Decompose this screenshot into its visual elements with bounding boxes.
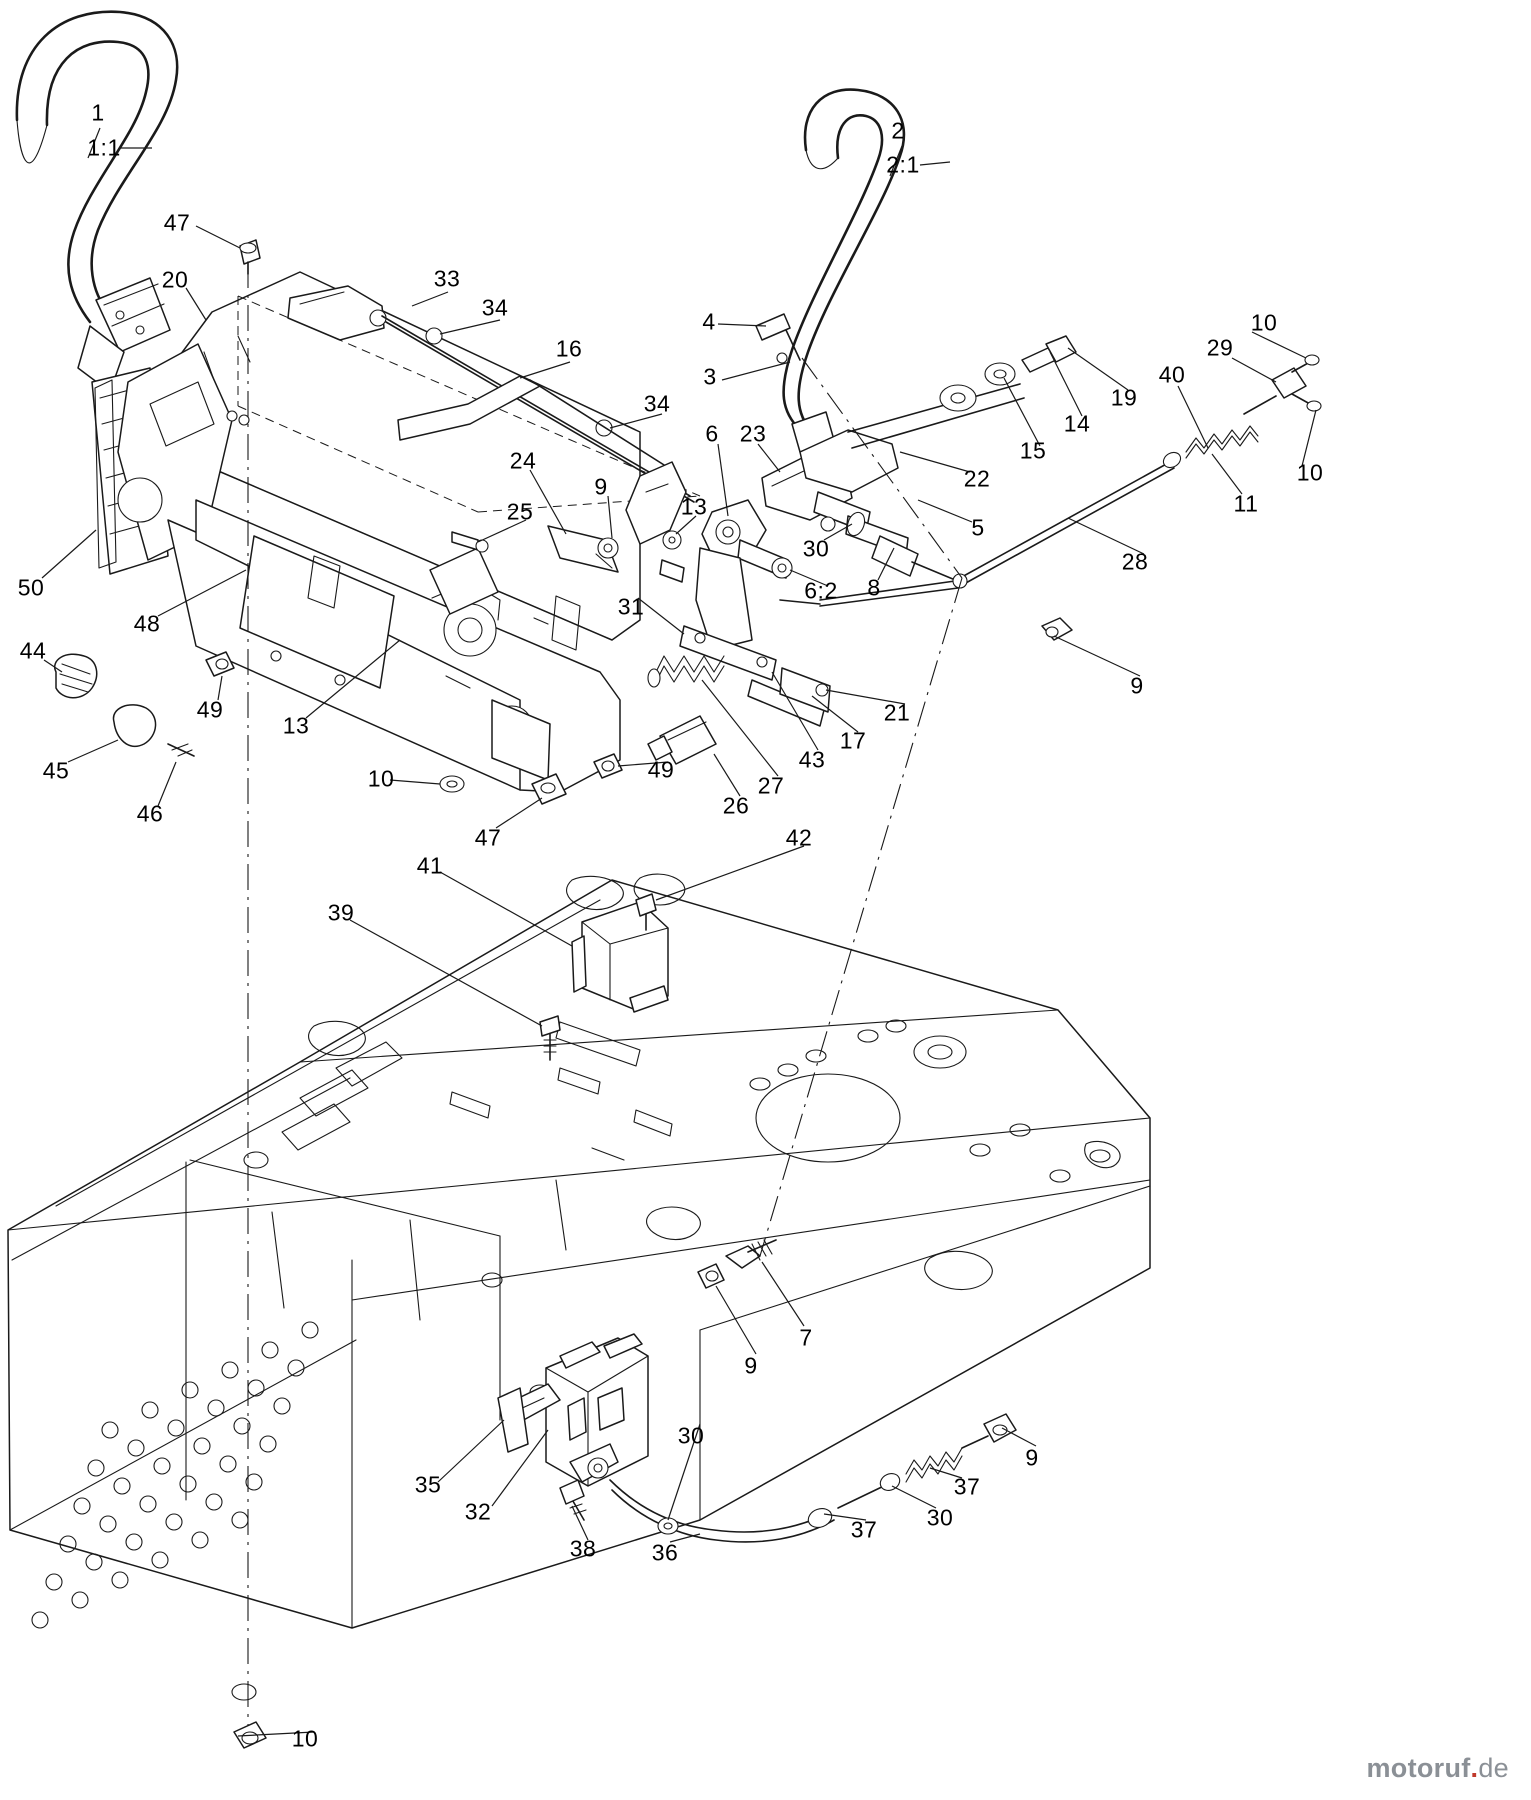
callout-48: 48 [133, 610, 161, 637]
callout-22: 22 [963, 465, 991, 492]
callout-34-a: 34 [481, 294, 509, 321]
callout-6-2: 6:2 [804, 577, 838, 604]
watermark [1366, 1753, 1509, 1784]
callout-42: 42 [785, 824, 813, 851]
callout-7: 7 [799, 1324, 813, 1351]
callout-19: 19 [1110, 384, 1138, 411]
callout-21: 21 [883, 699, 911, 726]
callout-13-a: 13 [680, 493, 708, 520]
callout-47-a: 47 [163, 209, 191, 236]
callout-17: 17 [839, 727, 867, 754]
callout-45: 45 [42, 757, 70, 784]
callout-30-a: 30 [802, 535, 830, 562]
callout-49-b: 49 [647, 756, 675, 783]
part-washers-14-15-19 [940, 336, 1076, 411]
callout-24: 24 [509, 447, 537, 474]
callout-13-b: 13 [282, 712, 310, 739]
callout-39: 39 [327, 899, 355, 926]
callout-33: 33 [433, 265, 461, 292]
callout-10-a: 10 [1250, 309, 1278, 336]
part-lever-1 [17, 12, 177, 322]
callout-43: 43 [798, 746, 826, 773]
callout-29: 29 [1206, 334, 1234, 361]
watermark-tld: de [1478, 1753, 1509, 1783]
callout-35: 35 [414, 1471, 442, 1498]
callout-37-b: 37 [850, 1516, 878, 1543]
callout-9-a: 9 [594, 473, 608, 500]
part-center-bracket-6 [660, 500, 830, 726]
callout-3: 3 [703, 363, 717, 390]
part-spring-27 [648, 656, 724, 687]
callout-34-b: 34 [643, 390, 671, 417]
callout-30-b: 30 [677, 1422, 705, 1449]
callout-37-a: 37 [953, 1473, 981, 1500]
callout-50: 50 [17, 574, 45, 601]
callout-1-1: 1:1 [87, 134, 121, 161]
part-chassis-deck [8, 874, 1150, 1700]
callout-9-b: 9 [1130, 672, 1144, 699]
callout-4: 4 [702, 308, 716, 335]
callout-10-b: 10 [1296, 459, 1324, 486]
callout-9-c: 9 [744, 1352, 758, 1379]
callout-10-c: 10 [367, 765, 395, 792]
callout-26: 26 [722, 792, 750, 819]
callout-16: 16 [555, 335, 583, 362]
callout-14: 14 [1063, 410, 1091, 437]
part-pin-3-4 [756, 314, 800, 363]
callout-40: 40 [1158, 361, 1186, 388]
callout-49-a: 49 [196, 696, 224, 723]
callout-46: 46 [136, 800, 164, 827]
callout-15: 15 [1019, 437, 1047, 464]
callout-38: 38 [569, 1535, 597, 1562]
callout-2: 2 [891, 117, 905, 144]
callout-27: 27 [757, 772, 785, 799]
watermark-dot: . [1470, 1753, 1479, 1783]
callout-31: 31 [617, 593, 645, 620]
callout-36: 36 [651, 1539, 679, 1566]
callout-44: 44 [19, 637, 47, 664]
callout-23: 23 [739, 420, 767, 447]
callout-1: 1 [91, 99, 105, 126]
callout-5: 5 [971, 514, 985, 541]
callout-28: 28 [1121, 548, 1149, 575]
callout-8: 8 [867, 574, 881, 601]
callout-11: 11 [1233, 490, 1259, 517]
callout-32: 32 [464, 1498, 492, 1525]
callout-47-b: 47 [474, 824, 502, 851]
watermark-main: motoruf [1366, 1753, 1471, 1783]
callout-10-d: 10 [291, 1725, 319, 1752]
callout-2-1: 2:1 [886, 151, 920, 178]
callout-9-d: 9 [1025, 1444, 1039, 1471]
callout-30-c: 30 [926, 1504, 954, 1531]
callout-20: 20 [161, 266, 189, 293]
callout-6: 6 [705, 420, 719, 447]
part-lever-2 [784, 90, 904, 452]
callout-25: 25 [506, 498, 534, 525]
part-nut-9-right [1042, 618, 1072, 640]
callout-41: 41 [416, 852, 444, 879]
